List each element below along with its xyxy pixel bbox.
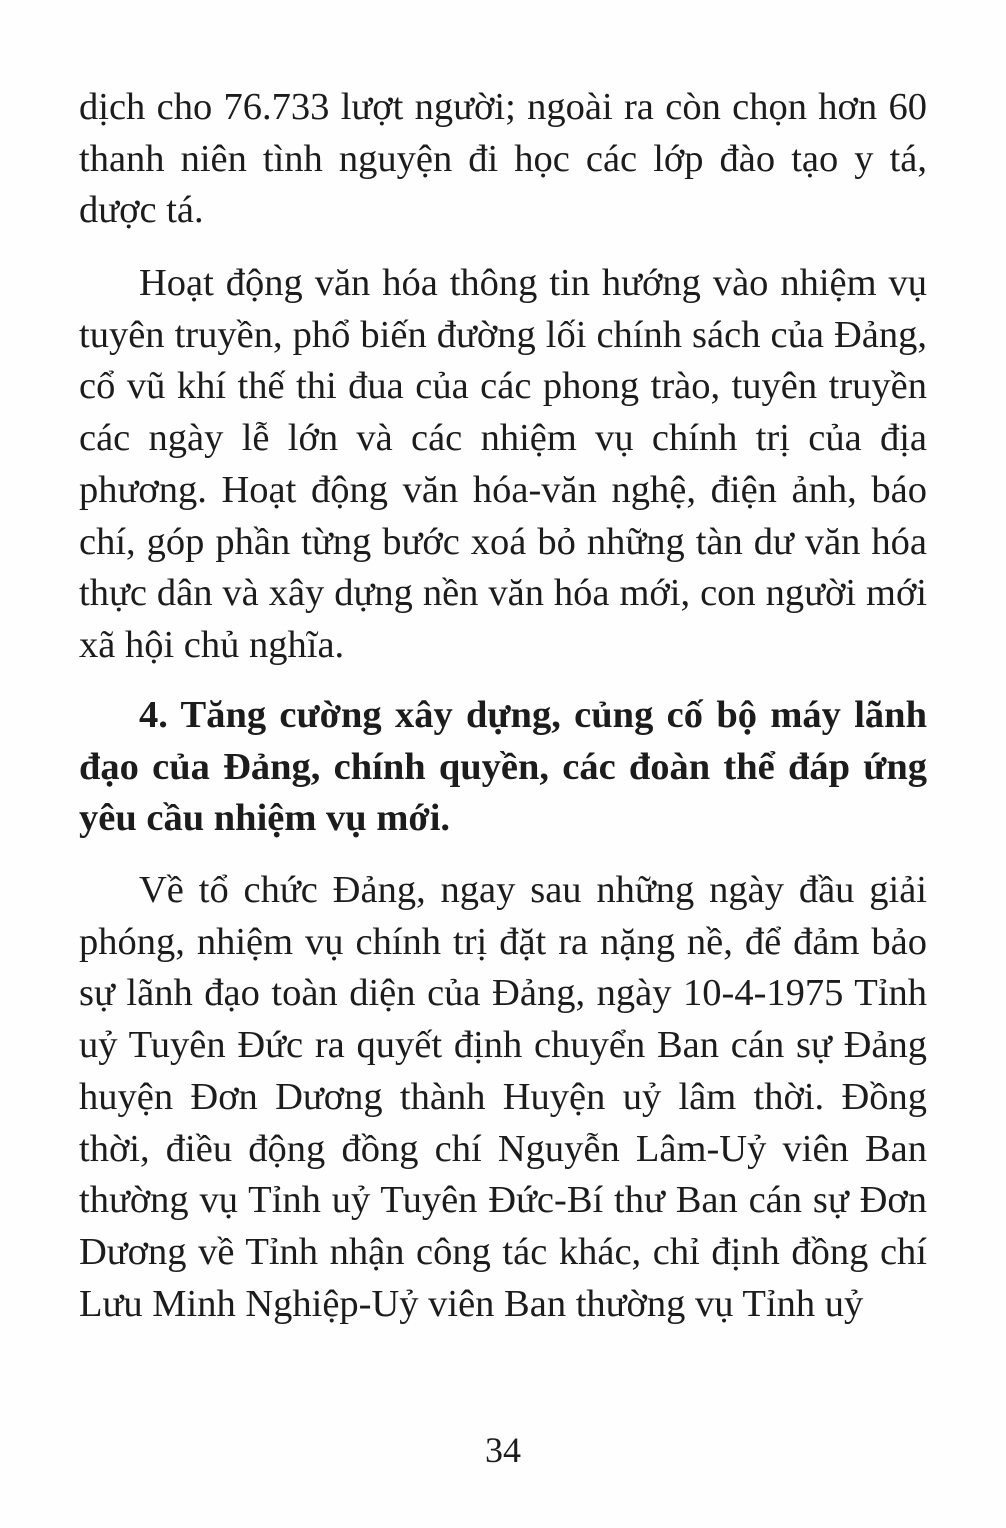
paragraph-continuation: dịch cho 76.733 lượt người; ngoài ra còn chọn hơn 60 thanh niên tình nguyện đi học các lớp đào tạo y tá, dược tá. xyxy=(79,86,927,232)
page-number: 34 xyxy=(485,1430,521,1470)
paragraph-party-organization: Về tổ chức Đảng, ngay sau những ngày đầu giải phóng, nhiệm vụ chính trị đặt ra nặng nề, để đảm bảo sự lãnh đạo toàn diện của Đảng, ngày 10-4-1975 Tỉnh uỷ Tuyên Đức ra quyết định chuyển Ban cán sự Đảng huyện Đơn Dương thành Huyện uỷ lâm thời. Đồng thời, điều động đồng chí Nguyễn Lâm-Uỷ viên Ban thường vụ Tỉnh uỷ Tuyên Đức-Bí thư Ban cán sự Đơn Dương về Tỉnh nhận công tác khác, chỉ định đồng chí Lưu Minh Nghiệp-Uỷ viên Ban thường vụ Tỉnh uỷ xyxy=(79,869,927,1325)
paragraph-culture-information: Hoạt động văn hóa thông tin hướng vào nhiệm vụ tuyên truyền, phổ biến đường lối chính sách của Đảng, cổ vũ khí thế thi đua của các phong trào, tuyên truyền các ngày lễ lớn và các nhiệm vụ chính trị của địa phương. Hoạt động văn hóa-văn nghệ, điện ảnh, báo chí, góp phần từng bước xoá bỏ những tàn dư văn hóa thực dân và xây dựng nền văn hóa mới, con người mới xã hội chủ nghĩa. xyxy=(79,262,927,666)
section-heading: 4. Tăng cường xây dựng, củng cố bộ máy lãnh đạo của Đảng, chính quyền, các đoàn thể đáp ứng yêu cầu nhiệm vụ mới. xyxy=(79,694,927,840)
